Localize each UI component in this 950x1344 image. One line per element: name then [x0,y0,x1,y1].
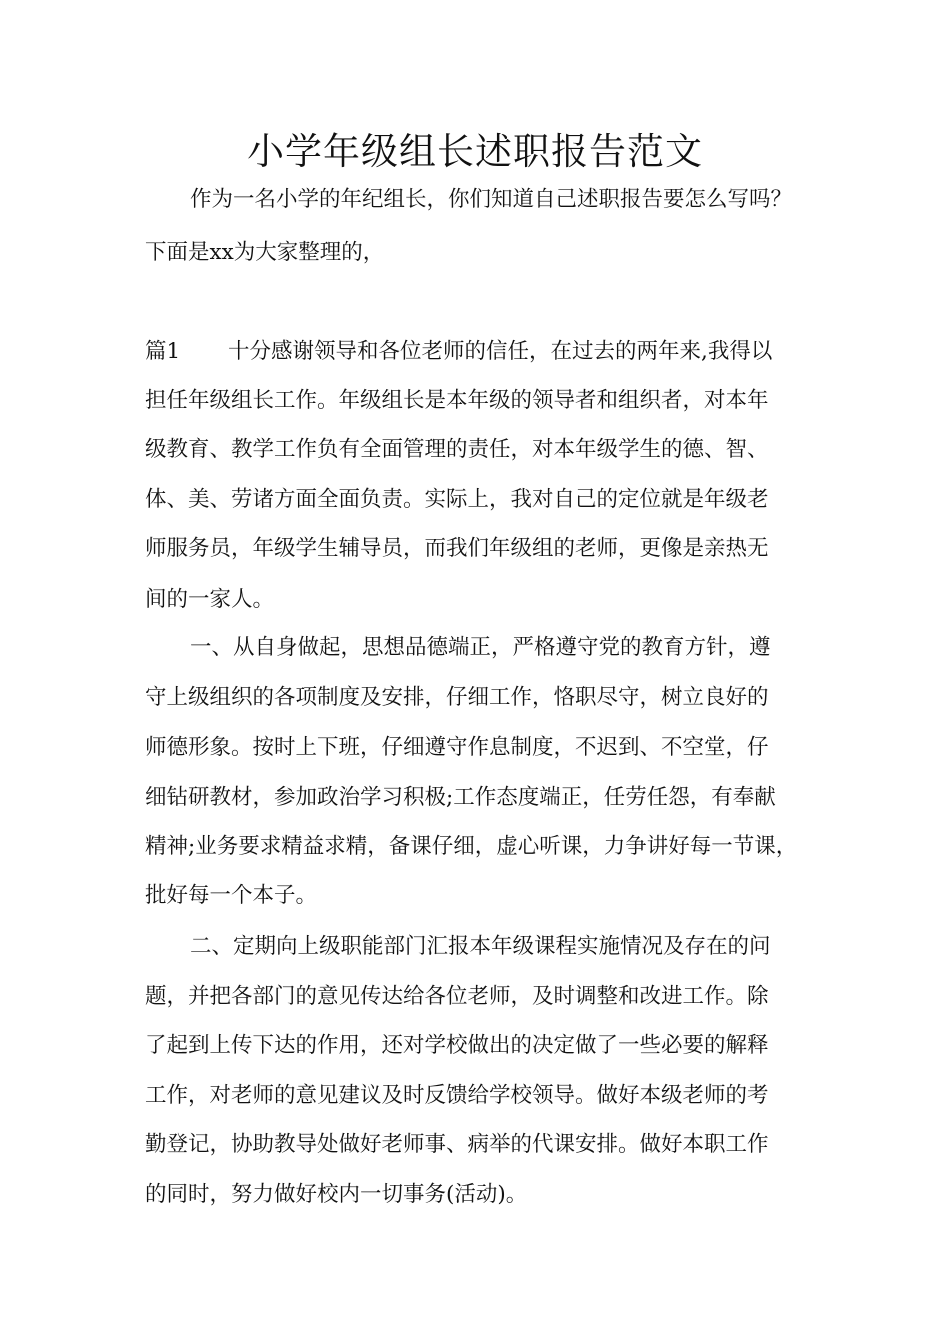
paragraph-line: 的同时，努力做好校内一切事务(活动)。 [145,1182,528,1207]
paragraph-line: 一、从自身做起，思想品德端正，严格遵守党的教育方针，遵 [190,635,771,660]
paragraph-line: 勤登记，协助教导处做好老师事、病举的代课安排。做好本职工作 [145,1132,769,1157]
paragraph-line: 体、美、劳诸方面全面负责。实际上，我对自己的定位就是年级老 [145,487,769,512]
paragraph-line: 批好每一个本子。 [145,883,318,908]
section-label: 篇1 [145,339,181,364]
paragraph-line: 间的一家人。 [145,587,275,612]
paragraph-line: 守上级组织的各项制度及安排，仔细工作，恪职尽守，树立良好的 [145,685,769,710]
paragraph-line: 师德形象。按时上下班，仔细遵守作息制度，不迟到、不空堂，仔 [145,735,769,760]
paragraph-line: 担任年级组长工作。年级组长是本年级的领导者和组织者，对本年 [145,388,769,413]
paragraph-line: 细钻研教材，参加政治学习积极;工作态度端正，任劳任怨，有奉献 [145,785,776,810]
document-title: 小学年级组长述职报告范文 [247,130,703,173]
paragraph-line: 级教育、教学工作负有全面管理的责任，对本年级学生的德、智、 [145,437,769,462]
intro-line: 下面是xx为大家整理的， [145,240,385,265]
paragraph-line: 十分感谢领导和各位老师的信任，在过去的两年来,我得以 [228,339,773,364]
paragraph-line: 精神;业务要求精益求精，备课仔细，虚心听课，力争讲好每一节课， [145,834,798,859]
paragraph-line: 二、定期向上级职能部门汇报本年级课程实施情况及存在的问 [190,934,771,959]
paragraph-line: 题，并把各部门的意见传达给各位老师，及时调整和改进工作。除 [145,984,769,1009]
paragraph-line: 了起到上传下达的作用，还对学校做出的决定做了一些必要的解释 [145,1033,769,1058]
paragraph-line: 师服务员，年级学生辅导员，而我们年级组的老师，更像是亲热无 [145,536,769,561]
paragraph-line: 工作，对老师的意见建议及时反馈给学校领导。做好本级老师的考 [145,1083,769,1108]
intro-line: 作为一名小学的年纪组长，你们知道自己述职报告要怎么写吗？ [190,187,793,212]
